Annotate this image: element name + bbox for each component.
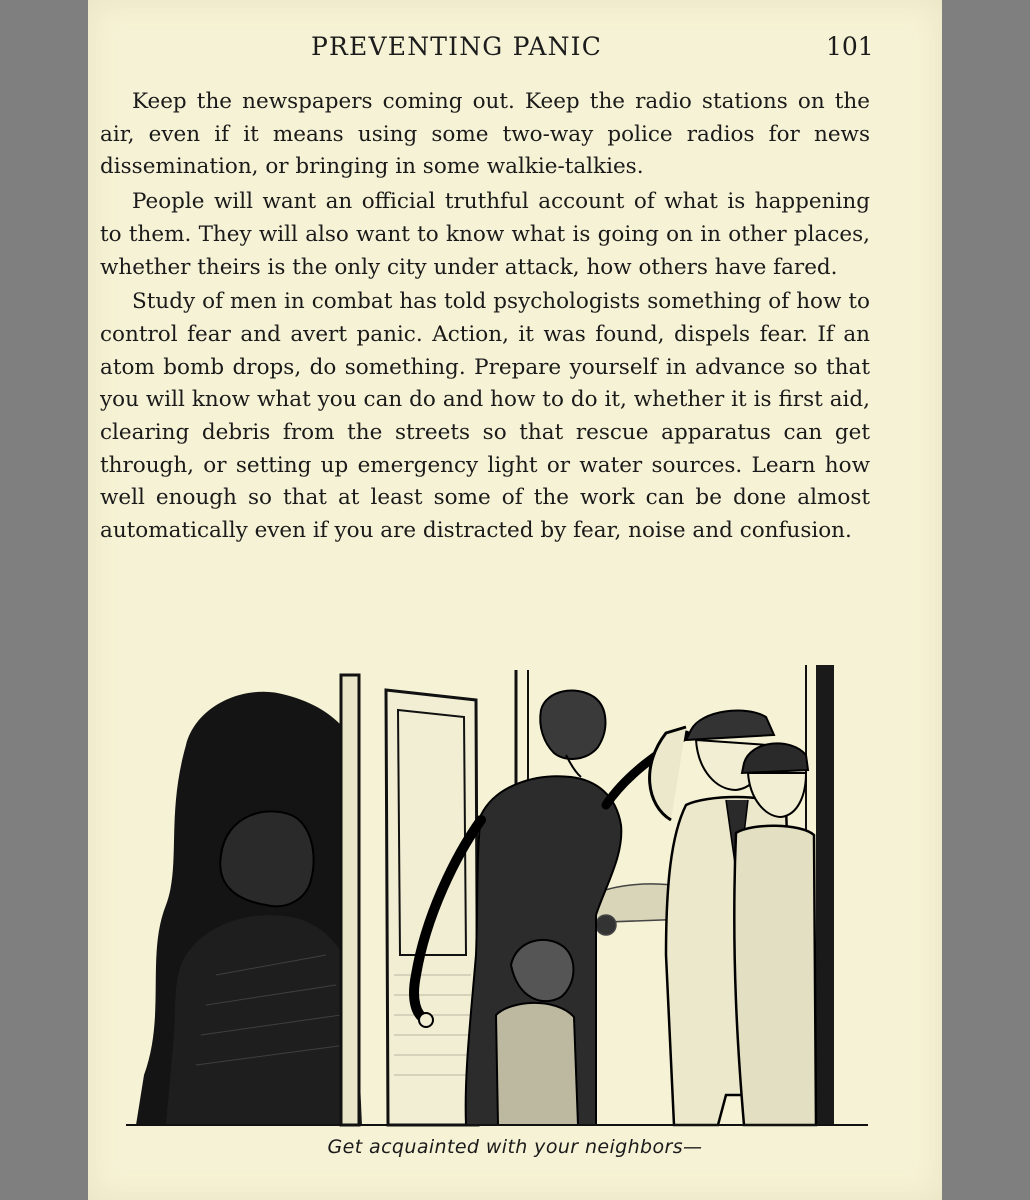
book-page (88, 0, 942, 1200)
door-frame-right (816, 665, 834, 1125)
neighbors-illustration (126, 655, 868, 1133)
body-text (100, 86, 870, 550)
page-header (88, 28, 942, 68)
seated-person-head (220, 811, 313, 906)
door-frame-left (341, 675, 359, 1125)
seated-person-body (166, 915, 362, 1125)
paragraph-2: People will want an official truthful account of what is happening to them. They will also want to know what is going on in other places, whether theirs is the only city under attack, how others have fared. (100, 189, 870, 280)
illustration-caption: Get acquainted with your neighbors— (327, 1136, 703, 1158)
door-knob (419, 1013, 433, 1027)
page-number: 101 (826, 32, 874, 61)
paragraph-1: Keep the newspapers coming out. Keep the radio stations on the air, even if it means using some two-way police radios for news dissemination, or bringing in some walkie-talkies. (100, 89, 870, 180)
running-head: PREVENTING PANIC (311, 32, 603, 61)
paragraph-3: Study of men in combat has told psychologists something of how to control fear and avert panic. Action, it was found, dispels fear. If an atom bomb drops, do something. Prepare yourself in advance so that you will know what you can do and how to do it, whether it is first aid, clearing debris from the streets so that rescue apparatus can get through, or setting up emergency light or water sources. Learn how well enough so that at least some of the work can be done almost automatically even if you are distracted by fear, noise and confusion. (100, 289, 870, 544)
